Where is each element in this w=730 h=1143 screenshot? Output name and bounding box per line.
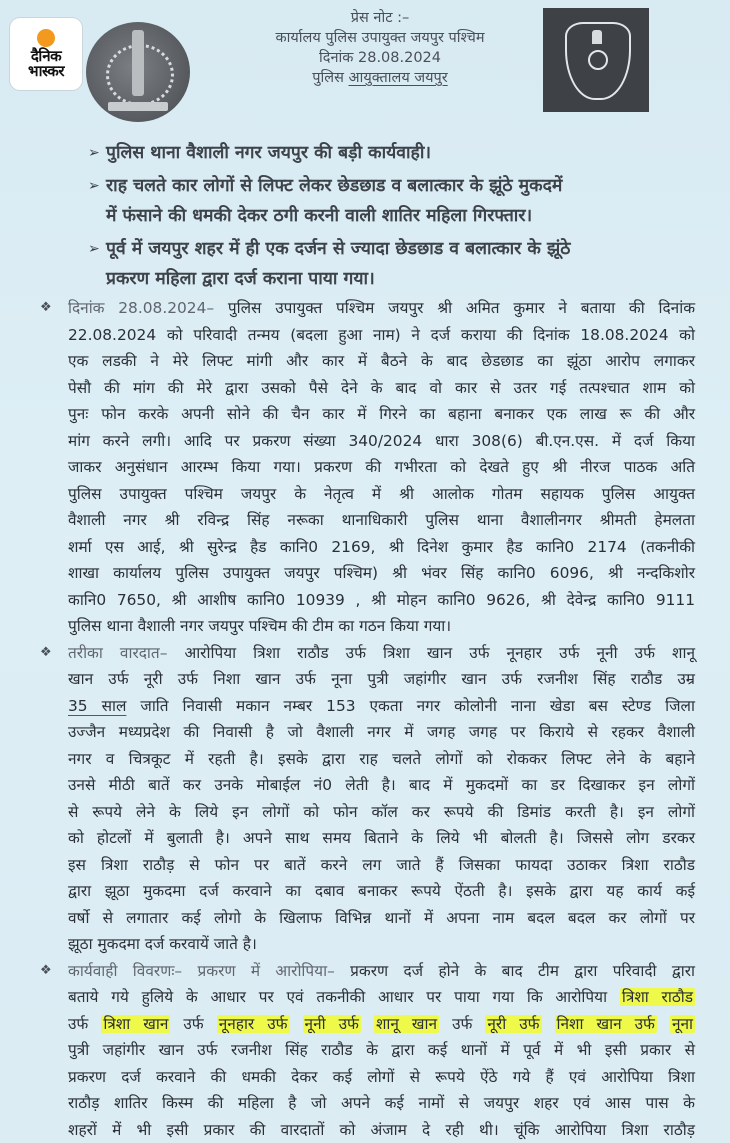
body-line: शर्मा एस आई, श्री सुरेन्द्र हैड कानि0 2169, श्री दिनेश कुमार हैड कानि0 2174 (तकनीकी xyxy=(68,534,695,561)
emblem-pillar xyxy=(132,30,144,96)
body-line: खान उर्फ नूरी उर्फ निशा खान उर्फ नूना पुत्री जहांगीर खान उर्फ रजनीश सिंह राठौड उम्र xyxy=(68,666,695,693)
body-line: शाखा कार्यालय पुलिस उपायुक्त जयपुर पश्चिम) श्री भंवर सिंह कानि0 6096, श्री नन्दकिशोर xyxy=(68,560,695,587)
body-line: कानि0 7650, श्री आशीष कानि0 10939 , श्री मोहन कानि0 9626, श्री देवेन्द्र कानि0 9111 xyxy=(68,587,695,614)
diamond-bullet-icon: ❖ xyxy=(40,640,52,667)
body-line: झूठा मुकदमा दर्ज करवायें जाते है। xyxy=(68,931,695,958)
section-lead: तरीका वारदात– xyxy=(68,644,184,662)
highlight-item xyxy=(88,234,688,294)
highlight-item xyxy=(88,171,688,231)
highlight-line: पुलिस थाना वैशाली नगर जयपुर की बड़ी कार्यवाही। xyxy=(106,138,688,168)
body-line: वैशाली नगर श्री रविन्द्र सिंह नरूका थानाधिकारी पुलिस थाना वैशालीनगर श्रीमती हेमलता xyxy=(68,507,695,534)
highlighted-alias: नूनी उर्फ xyxy=(303,1015,361,1033)
arrow-bullet-icon: ➢ xyxy=(88,138,100,168)
header-commissionerate xyxy=(230,68,530,88)
body-line: जाकर अनुसंधान आरम्भ किया गया। प्रकरण की गभीरता को देखते हुए श्री नीरज पाठक अति xyxy=(68,454,695,481)
body-text: पुलिस उपायुक्त पश्चिम जयपुर श्री अमित कुमार ने बताया की दिनांक xyxy=(228,299,695,317)
section-lead: दिनांक 28.08.2024– xyxy=(68,299,228,317)
body-line: पुत्री जहांगीर खान उर्फ रजनीश सिंह राठौड के द्वारा कई थानों में पूर्व में भी इसी प्रकार से xyxy=(68,1037,695,1064)
body-text xyxy=(542,1015,555,1033)
body-line: नगर व चित्रकूट में रहती है। इसके द्वारा राह चलते लोगों को रोककर लिफ्ट लेने के बहाने xyxy=(68,746,695,773)
sun-icon xyxy=(37,29,55,47)
header-title: प्रेस नोट :– xyxy=(230,8,530,28)
highlights-list xyxy=(88,138,688,297)
body-line: पुलिस उपायुक्त पश्चिम जयपुर के नेतृत्व में श्री आलोक गोतम सहायक पुलिस आयुक्त xyxy=(68,481,695,508)
highlighted-alias: नूरी उर्फ xyxy=(485,1015,541,1033)
arrow-bullet-icon: ➢ xyxy=(88,171,100,201)
section-action-details xyxy=(40,958,695,1143)
brand-name-line1: दैनिक xyxy=(31,49,61,64)
shield-icon xyxy=(565,22,631,100)
arrow-bullet-icon: ➢ xyxy=(88,234,100,264)
highlight-item xyxy=(88,138,688,168)
highlighted-alias: निशा खान उर्फ xyxy=(555,1015,657,1033)
body-line: को होटलों में बुलाती है। अपने साथ समय बिताने के लिये भी बोलती है। जिससे लोग डरकर xyxy=(68,825,695,852)
highlighted-alias: त्रिशा खान xyxy=(101,1015,170,1033)
body-text: उर्फ xyxy=(170,1015,216,1033)
press-note-body xyxy=(40,295,695,1143)
body-line: मांग करने लगी। आदि पर प्रकरण संख्या 340/2024 धारा 308(6) बी.एन.एस. में दर्ज किया xyxy=(68,428,695,455)
highlighted-alias: त्रिशा राठौड xyxy=(620,988,695,1006)
header-underlined: आयुक्तालय जयपुर xyxy=(349,70,448,86)
press-note-header xyxy=(230,8,530,88)
body-line xyxy=(68,984,695,1011)
body-line xyxy=(68,640,695,667)
section-modus-operandi xyxy=(40,640,695,958)
body-line: पुनः फोन करके अपनी सोने की चैन कार में गिरने का बहाना बनाकर एक लाख रू की और xyxy=(68,401,695,428)
body-line xyxy=(68,693,695,720)
highlight-line: पूर्व में जयपुर शहर में ही एक दर्जन से ज्यादा छेडछाड व बलात्कार के झूंठे xyxy=(106,234,688,264)
body-line xyxy=(68,958,695,985)
body-line: उज्जैन मध्यप्रदेश की निवासी है जो वैशाली नगर में जगह जगह पर किराये से रहकर वैशाली xyxy=(68,719,695,746)
body-line xyxy=(68,295,695,322)
body-line: उनसे मीठी बातें कर उनके मोबाईल नं0 लेती है। बाद में मुकदमों का डर दिखाकर इन लोगों xyxy=(68,772,695,799)
header-date: दिनांक 28.08.2024 xyxy=(230,48,530,68)
highlight-line: राह चलते कार लोगों से लिफ्ट लेकर छेडछाड व बलात्कार के झूंठे मुकदमें xyxy=(106,171,688,201)
body-line: प्रकरण दर्ज करवाने की धमकी देकर कई लोगों से रूपये ऐंठे गये हैं एवं आरोपिया त्रिशा xyxy=(68,1064,695,1091)
diamond-bullet-icon: ❖ xyxy=(40,295,52,322)
body-line: इस त्रिशा राठौड़ से फोन पर बातें करने लग जाते हैं जिसका फायदा उठाकर त्रिशा राठौड xyxy=(68,852,695,879)
section-lead: कार्यवाही विवरणः– प्रकरण में आरोपिया– xyxy=(68,962,350,980)
body-line: राठौड़ शातिर किस्म की महिला है जो अपने कई नामों से जयपुर शहर एवं आस पास के xyxy=(68,1090,695,1117)
body-line: द्वारा झूठा मुकदमा दर्ज करवाने का दबाव बनाकर रूपये ऐंठती है। इसके द्वारा यह कार्य कई xyxy=(68,878,695,905)
body-line: 22.08.2024 को परिवादी तन्मय (बदला हुआ नाम) ने दर्ज कराया की दिनांक 18.08.2024 को xyxy=(68,322,695,349)
body-text: जाति निवासी मकान नम्बर 153 एकता नगर कोलोनी नाना खेडा बस स्टेण्ड जिला xyxy=(126,697,695,715)
body-line: एक लडकी ने मेरे लिफ्ट मांगी और कार में बैठने के बाद छेडछाड का झूंठा आरोप लगाकर xyxy=(68,348,695,375)
header-office: कार्यालय पुलिस उपायुक्त जयपुर पश्चिम xyxy=(230,28,530,48)
header-prefix: पुलिस xyxy=(312,70,348,86)
section-date-summary xyxy=(40,295,695,640)
dainik-bhaskar-logo xyxy=(10,18,82,90)
body-text: बताये गये हुलिये के आधार पर एवं तकनीकी आधार पर पाया गया कि आरोपिया xyxy=(68,988,620,1006)
body-line xyxy=(68,1011,695,1038)
diamond-bullet-icon: ❖ xyxy=(40,958,52,985)
body-text: आरोपिया त्रिशा राठौड उर्फ त्रिशा खान उर्फ नूनहार उर्फ नूनी उर्फ शानू xyxy=(184,644,695,662)
body-line: वर्षो से लगातार कई लोगो के खिलाफ विभिन्न थानों में अपना नाम बदल बदल कर लोगों पर xyxy=(68,905,695,932)
lion-capital-icon xyxy=(592,30,602,44)
highlighted-alias: शानू खान xyxy=(374,1015,439,1033)
highlighted-alias: नूना xyxy=(670,1015,695,1033)
body-line: पुलिस थाना वैशाली नगर जयपुर पश्चिम की टीम का गठन किया गया। xyxy=(68,613,695,640)
rajasthan-police-emblem-icon xyxy=(86,22,190,122)
body-text xyxy=(657,1015,670,1033)
body-line: पेसौ की मांग की मेरे द्वारा उसको पैसे देने के बाद वो कार से उतर गई तत्पश्चात शाम को xyxy=(68,375,695,402)
body-text xyxy=(361,1015,374,1033)
body-text xyxy=(290,1015,303,1033)
body-text: उर्फ xyxy=(68,1015,101,1033)
highlight-line: प्रकरण महिला द्वारा दर्ज कराना पाया गया। xyxy=(106,264,688,294)
brand-name-line2: भास्कर xyxy=(28,64,64,79)
emblem-banner xyxy=(108,102,168,111)
age-underlined: 35 साल xyxy=(68,697,126,715)
jaipur-police-emblem-icon xyxy=(543,8,649,112)
body-line: शहरों में भी इसी प्रकार की वारदातों को अंजाम दे रही थी। चूंकि आरोपिया त्रिशा राठौड़ xyxy=(68,1117,695,1143)
body-text: प्रकरण दर्ज होने के बाद टीम द्वारा परिवादी द्वारा xyxy=(350,962,695,980)
highlight-line: में फंसाने की धमकी देकर ठगी करनी वाली शातिर महिला गिरफ्तार। xyxy=(106,201,688,231)
body-line: से रूपये लेने के लिये इन लोगों को फोन कॉल कर रूपये की डिमांड करती है। इन लोगों xyxy=(68,799,695,826)
chakra-icon xyxy=(588,50,608,70)
body-text: उर्फ xyxy=(439,1015,485,1033)
highlighted-alias: नूनहार उर्फ xyxy=(217,1015,290,1033)
